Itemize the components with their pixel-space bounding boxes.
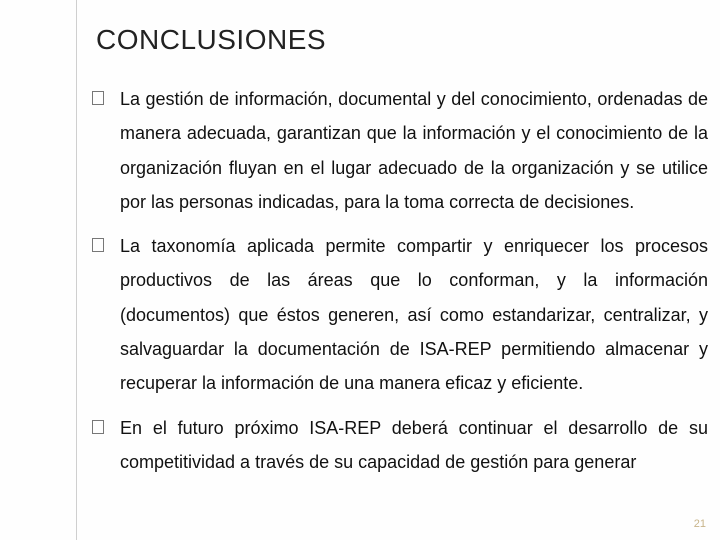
square-bullet-icon — [92, 238, 104, 252]
bullet-text: En el futuro próximo ISA-REP deberá continuar el desarrollo de su competitividad a través de su capacidad de gestión para generar — [120, 417, 708, 472]
list-item — [92, 229, 708, 400]
left-margin-rule — [76, 0, 77, 540]
page-number: 21 — [693, 518, 706, 530]
bullet-text: La taxonomía aplicada permite compartir y enriquecer los procesos productivos de las áreas que lo conforman, y la información (documentos) que éstos generen, así como estandarizar, centralizar, y salvaguardar la documentación de ISA-REP permitiendo almacenar y recuperar la información de una manera eficaz y eficiente. — [120, 236, 708, 394]
list-item — [92, 411, 708, 480]
list-item — [92, 82, 708, 219]
conclusions-list — [92, 82, 708, 489]
bullet-text: La gestión de información, documental y del conocimiento, ordenadas de manera adecuada, garantizan que la información y el conocimiento de la organización fluyan en el lugar adecuado de la organización y se utilice por las personas indicadas, para la toma correcta de decisiones. — [120, 89, 708, 212]
slide-title: CONCLUSIONES — [96, 24, 327, 55]
square-bullet-icon — [92, 420, 104, 434]
square-bullet-icon — [92, 91, 104, 105]
